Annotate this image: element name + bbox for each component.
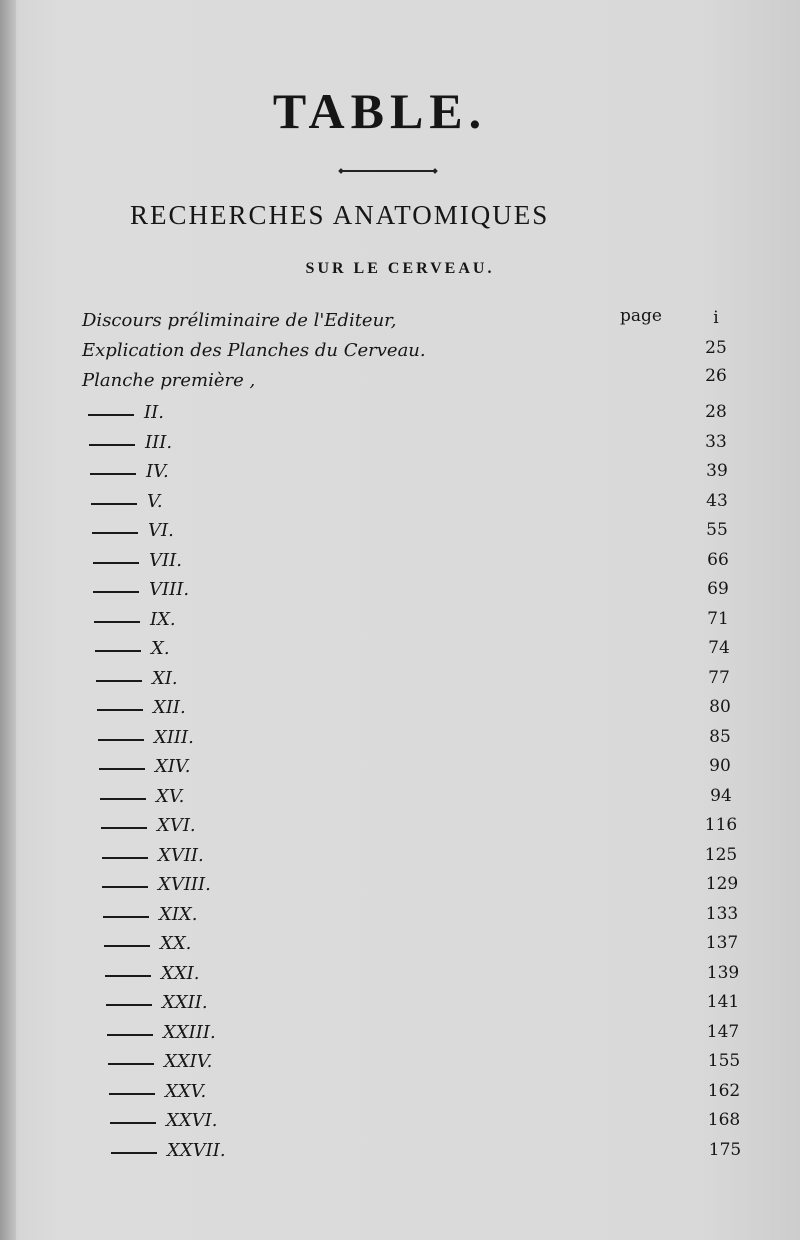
toc-plate-entry: [0, 1140, 800, 1170]
plate-number: XX.: [160, 933, 192, 954]
plate-number: III.: [145, 432, 173, 453]
ditto-dash: [107, 1034, 153, 1036]
plate-page-number: 28: [705, 402, 727, 422]
plate-page-number: 55: [706, 520, 728, 540]
plate-number: XII.: [153, 697, 186, 718]
toc-entry-label: Discours préliminaire de l'Editeur,: [82, 310, 397, 331]
plate-number: II.: [144, 402, 164, 423]
plate-number: XVIII.: [158, 874, 211, 895]
plate-number: XI.: [152, 668, 178, 689]
plate-page-number: 33: [705, 432, 727, 452]
plate-number: XXVI.: [166, 1110, 218, 1131]
plate-number: XXV.: [165, 1081, 207, 1102]
toc-plate-entry: [0, 550, 800, 580]
toc-entry-label: Planche première ,: [82, 370, 256, 391]
title-rule-divider: [342, 170, 434, 172]
toc-plate-entry: [0, 609, 800, 639]
toc-plate-entry: [0, 904, 800, 934]
toc-plate-entry: [0, 461, 800, 491]
toc-plate-entry: [0, 668, 800, 698]
plate-page-number: 139: [706, 963, 740, 983]
toc-plate-entry: [0, 491, 800, 521]
ditto-dash: [92, 532, 138, 534]
plate-number: VI.: [148, 520, 174, 541]
ditto-dash: [106, 1004, 152, 1006]
ditto-dash: [97, 709, 143, 711]
plate-page-number: 137: [705, 933, 739, 953]
plate-number: XXVII.: [167, 1140, 226, 1161]
plate-page-number: 162: [707, 1081, 741, 1101]
toc-plate-entry: [0, 1081, 800, 1111]
ditto-dash: [100, 798, 146, 800]
toc-plate-entry: [0, 697, 800, 727]
ditto-dash: [96, 680, 142, 682]
ditto-dash: [94, 621, 140, 623]
toc-plate-entry: [0, 1110, 800, 1140]
plate-number: IX.: [150, 609, 176, 630]
ditto-dash: [93, 591, 139, 593]
ditto-dash: [89, 444, 135, 446]
ditto-dash: [90, 473, 136, 475]
plate-page-number: 43: [706, 491, 728, 511]
ditto-dash: [102, 886, 148, 888]
ditto-dash: [102, 857, 148, 859]
plate-page-number: 90: [709, 756, 731, 776]
toc-entry: [0, 366, 800, 400]
toc-entry: [0, 310, 800, 340]
plate-number: XXI.: [161, 963, 200, 984]
ditto-dash: [103, 916, 149, 918]
plate-number: XXIII.: [163, 1022, 216, 1043]
toc-plate-entry: [0, 874, 800, 904]
toc-plate-entry: [0, 579, 800, 609]
ditto-dash: [88, 414, 134, 416]
toc-plate-entry: [0, 786, 800, 816]
ditto-dash: [108, 1063, 154, 1065]
plate-number: XVII.: [158, 845, 204, 866]
ditto-dash: [98, 739, 144, 741]
plate-page-number: 125: [704, 845, 738, 865]
plate-page-number: 147: [706, 1022, 740, 1042]
plate-page-number: 74: [708, 638, 730, 658]
ditto-dash: [109, 1093, 155, 1095]
plate-page-number: 129: [705, 874, 739, 894]
ditto-dash: [111, 1152, 157, 1154]
plate-page-number: 77: [708, 668, 730, 688]
toc-plate-entry: [0, 756, 800, 786]
section-title: RECHERCHES ANATOMIQUES: [130, 200, 550, 230]
plate-page-number: 141: [706, 992, 740, 1012]
toc-entry-page: 25: [705, 338, 727, 358]
section-subtitle: SUR LE CERVEAU.: [305, 260, 495, 277]
plate-page-number: 71: [707, 609, 729, 629]
page-title: TABLE.: [272, 83, 488, 139]
toc-plate-entry: [0, 432, 800, 462]
ditto-dash: [104, 945, 150, 947]
plate-number: X.: [151, 638, 170, 659]
toc-plate-entry: [0, 1051, 800, 1081]
toc-plate-entry: [0, 963, 800, 993]
ditto-dash: [110, 1122, 156, 1124]
toc-plate-entry: [0, 933, 800, 963]
plate-page-number: 69: [707, 579, 729, 599]
toc-plate-entry: [0, 815, 800, 845]
plate-number: XXII.: [162, 992, 208, 1013]
ditto-dash: [105, 975, 151, 977]
toc-plate-entry: [0, 845, 800, 875]
toc-plate-entry: [0, 992, 800, 1022]
plate-page-number: 116: [704, 815, 738, 835]
toc-plate-entry: [0, 520, 800, 550]
ditto-dash: [95, 650, 141, 652]
plate-page-number: 39: [706, 461, 728, 481]
plate-page-number: 85: [709, 727, 731, 747]
toc-plate-entry: [0, 727, 800, 757]
ditto-dash: [91, 503, 137, 505]
toc-plate-entry: [0, 402, 800, 432]
plate-number: XV.: [156, 786, 185, 807]
plate-number: XIV.: [155, 756, 191, 777]
toc-entry-page: i: [713, 308, 719, 328]
ditto-dash: [99, 768, 145, 770]
plate-page-number: 133: [705, 904, 739, 924]
plate-page-number: 155: [707, 1051, 741, 1071]
ditto-dash: [93, 562, 139, 564]
toc-entry: [0, 340, 800, 370]
plate-number: XIII.: [154, 727, 194, 748]
toc-plate-entry: [0, 1022, 800, 1052]
plate-page-number: 175: [708, 1140, 742, 1160]
plate-number: V.: [147, 491, 163, 512]
toc-entry-label: Explication des Planches du Cerveau.: [82, 340, 426, 361]
plate-number: XVI.: [157, 815, 196, 836]
plate-number: XIX.: [159, 904, 198, 925]
plate-page-number: 80: [709, 697, 731, 717]
plate-number: VIII.: [149, 579, 190, 600]
plate-number: VII.: [149, 550, 182, 571]
page-column-label: page: [620, 306, 662, 326]
plate-number: IV.: [146, 461, 169, 482]
plate-page-number: 168: [707, 1110, 741, 1130]
toc-plate-entry: [0, 638, 800, 668]
plate-page-number: 94: [710, 786, 732, 806]
plate-number: XXIV.: [164, 1051, 213, 1072]
toc-entry-page: 26: [705, 366, 727, 386]
ditto-dash: [101, 827, 147, 829]
plate-page-number: 66: [707, 550, 729, 570]
